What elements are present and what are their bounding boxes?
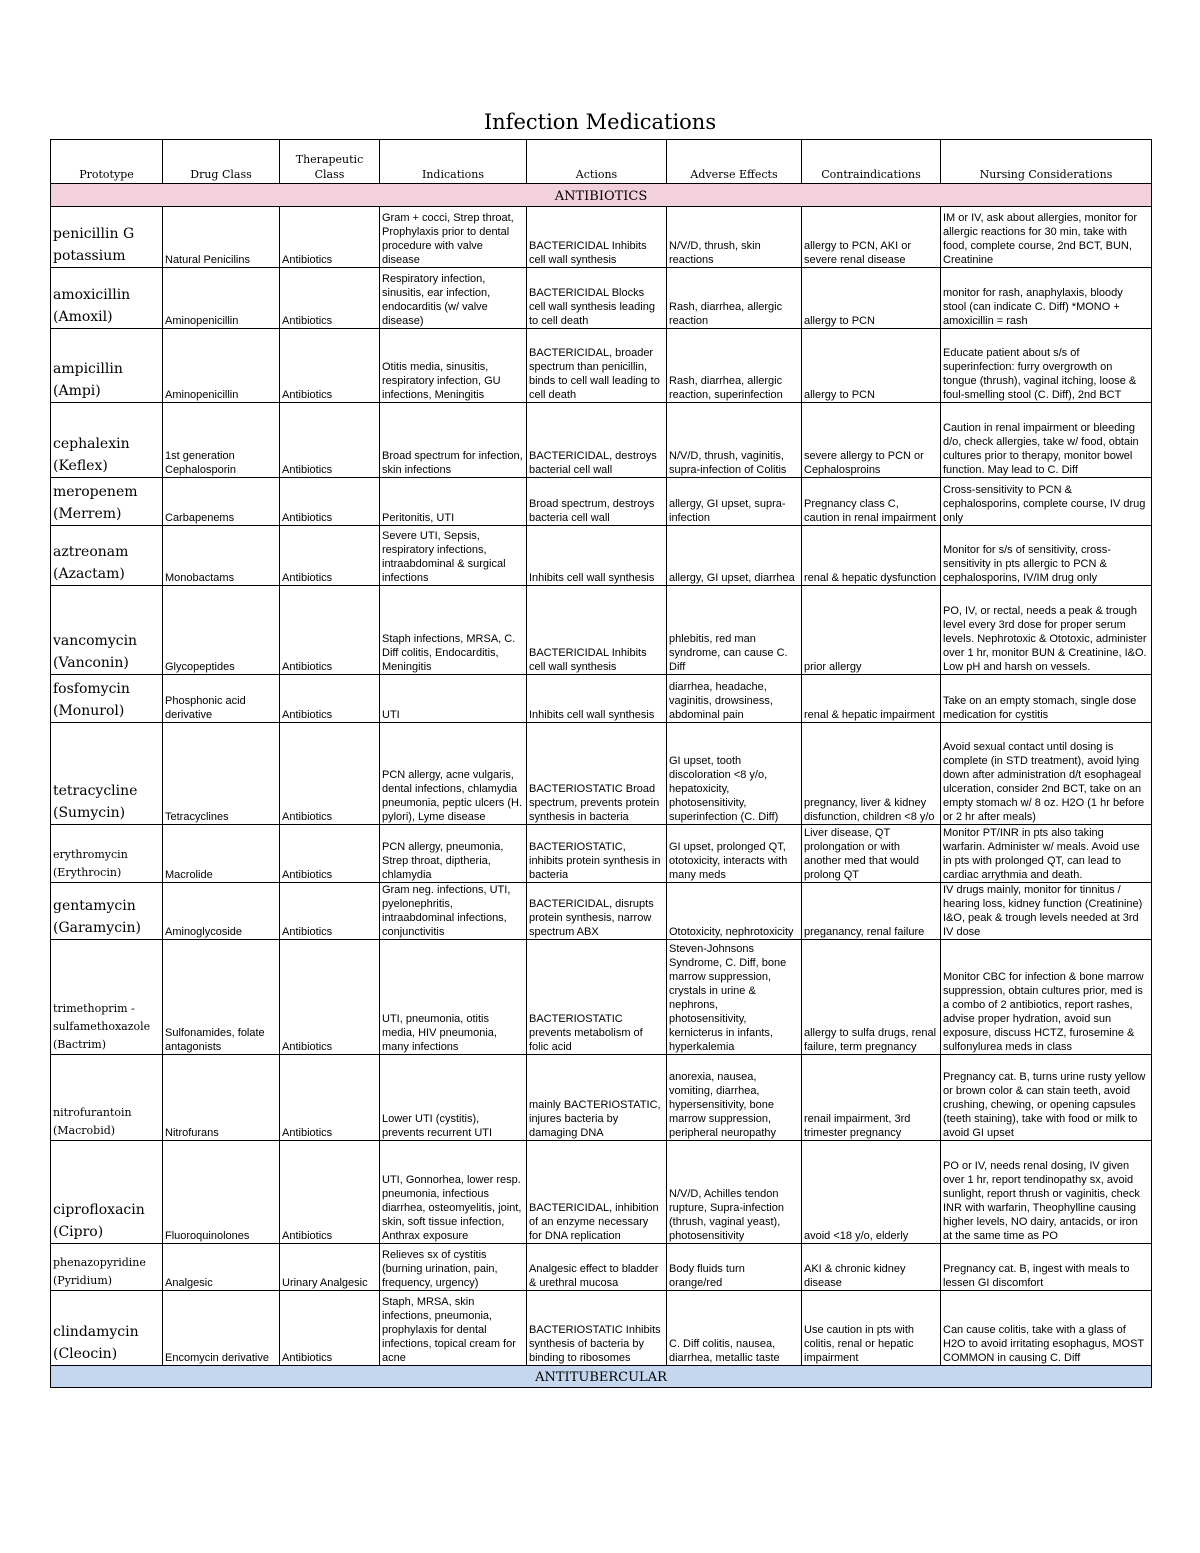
cell-therapeutic-class: Antibiotics (280, 329, 380, 403)
table-row (51, 940, 1152, 1055)
cell-prototype: clindamycin (Cleocin) (51, 1291, 163, 1366)
cell-prototype: aztreonam (Azactam) (51, 526, 163, 586)
cell-actions: BACTERIOSTATIC Broad spectrum, prevents protein synthesis in bacteria (527, 723, 667, 825)
cell-prototype: gentamycin (Garamycin) (51, 883, 163, 940)
cell-nursing-considerations: Caution in renal impairment or bleeding d/o, check allergies, take w/ food, obtain cultures prior to therapy, monitor bowel function. May lead to C. Diff (941, 403, 1152, 478)
cell-nursing-considerations: Cross-sensitivity to PCN & cephalosporins, complete course, IV drug only (941, 478, 1152, 526)
cell-indications: Peritonitis, UTI (380, 478, 527, 526)
header-indications: Indications (380, 140, 527, 184)
cell-therapeutic-class: Antibiotics (280, 940, 380, 1055)
table-row (51, 1244, 1152, 1291)
cell-contraindications: allergy to PCN (802, 268, 941, 329)
cell-therapeutic-class: Urinary Analgesic (280, 1244, 380, 1291)
cell-adverse-effects: N/V/D, thrush, vaginitis, supra-infection of Colitis (667, 403, 802, 478)
cell-indications: Otitis media, sinusitis, respiratory infection, GU infections, Meningitis (380, 329, 527, 403)
cell-indications: Staph infections, MRSA, C. Diff colitis, Endocarditis, Meningitis (380, 586, 527, 675)
cell-contraindications: avoid <18 y/o, elderly (802, 1141, 941, 1244)
cell-nursing-considerations: Monitor PT/INR in pts also taking warfarin. Administer w/ meals. Avoid use in pts with prolonged QT, can lead to cardiac arrythmia and death. (941, 825, 1152, 883)
cell-adverse-effects: GI upset, tooth discoloration <8 y/o, hepatoxicity, photosensitivity, superinfection (C. Diff) (667, 723, 802, 825)
section-row-antitubercular (51, 1366, 1152, 1388)
cell-drug-class: Analgesic (163, 1244, 280, 1291)
cell-drug-class: Nitrofurans (163, 1055, 280, 1141)
cell-nursing-considerations: IV drugs mainly, monitor for tinnitus / hearing loss, kidney function (Creatinine) I&O, peak & trough levels needed at 3rd IV dose (941, 883, 1152, 940)
cell-drug-class: Sulfonamides, folate antagonists (163, 940, 280, 1055)
cell-therapeutic-class: Antibiotics (280, 586, 380, 675)
header-therapeutic-class-text: Therapeutic Class (295, 153, 364, 181)
cell-contraindications: renail impairment, 3rd trimester pregnancy (802, 1055, 941, 1141)
header-actions: Actions (527, 140, 667, 184)
cell-contraindications: Pregnancy class C, caution in renal impairment (802, 478, 941, 526)
cell-nursing-considerations: Pregnancy cat. B, ingest with meals to lessen GI discomfort (941, 1244, 1152, 1291)
header-row (51, 140, 1152, 184)
cell-contraindications: renal & hepatic impairment (802, 675, 941, 723)
cell-actions: BACTERICIDAL Inhibits cell wall synthesis (527, 207, 667, 268)
cell-prototype: trimethoprim - sulfamethoxazole (Bactrim) (51, 940, 163, 1055)
cell-prototype: penicillin G potassium (51, 207, 163, 268)
cell-actions: BACTERICIDAL, broader spectrum than penicillin, binds to cell wall leading to cell death (527, 329, 667, 403)
cell-drug-class: Macrolide (163, 825, 280, 883)
cell-contraindications: AKI & chronic kidney disease (802, 1244, 941, 1291)
header-drug-class: Drug Class (163, 140, 280, 184)
document-title: Infection Medications (483, 110, 717, 134)
section-label-antibiotics: ANTIBIOTICS (51, 184, 1152, 207)
cell-drug-class: Aminoglycoside (163, 883, 280, 940)
cell-indications: PCN allergy, acne vulgaris, dental infections, chlamydia pneumonia, peptic ulcers (H. pylori), Lyme disease (380, 723, 527, 825)
cell-indications: Respiratory infection, sinusitis, ear infection, endocarditis (w/ valve disease) (380, 268, 527, 329)
cell-indications: Severe UTI, Sepsis, respiratory infections, intraabdominal & surgical infections (380, 526, 527, 586)
cell-adverse-effects: Ototoxicity, nephrotoxicity (667, 883, 802, 940)
cell-therapeutic-class: Antibiotics (280, 478, 380, 526)
table-body (51, 184, 1152, 1388)
cell-nursing-considerations: Educate patient about s/s of superinfection: furry overgrowth on tongue (thrush), vaginal itching, loose & foul-smelling stool (C. Diff), 2nd BCT (941, 329, 1152, 403)
cell-adverse-effects: GI upset, prolonged QT, ototoxicity, interacts with many meds (667, 825, 802, 883)
cell-adverse-effects: anorexia, nausea, vomiting, diarrhea, hypersensitivity, bone marrow suppression, peripheral neuropathy (667, 1055, 802, 1141)
header-prototype: Prototype (51, 140, 163, 184)
cell-actions: Inhibits cell wall synthesis (527, 526, 667, 586)
cell-therapeutic-class: Antibiotics (280, 526, 380, 586)
cell-adverse-effects: allergy, GI upset, diarrhea (667, 526, 802, 586)
cell-prototype: amoxicillin (Amoxil) (51, 268, 163, 329)
header-adverse-effects: Adverse Effects (667, 140, 802, 184)
cell-drug-class: Encomycin derivative (163, 1291, 280, 1366)
cell-contraindications: allergy to sulfa drugs, renal failure, term pregnancy (802, 940, 941, 1055)
cell-adverse-effects: Rash, diarrhea, allergic reaction, superinfection (667, 329, 802, 403)
table-row (51, 207, 1152, 268)
cell-adverse-effects: Steven-Johnsons Syndrome, C. Diff, bone marrow suppression, crystals in urine & nephrons, photosensitivity, kernicterus in infants, hyperkalemia (667, 940, 802, 1055)
cell-therapeutic-class: Antibiotics (280, 1141, 380, 1244)
section-label-antitubercular: ANTITUBERCULAR (51, 1366, 1152, 1388)
cell-drug-class: Phosphonic acid derivative (163, 675, 280, 723)
cell-indications: Gram + cocci, Strep throat, Prophylaxis prior to dental procedure with valve disease (380, 207, 527, 268)
cell-contraindications: allergy to PCN (802, 329, 941, 403)
cell-nursing-considerations: PO or IV, needs renal dosing, IV given over 1 hr, report tendinopathy sx, avoid sunlight, report thrush or vaginitis, check INR with warfarin, Theophylline causing higher levels, NO dairy, antacids, or iron at the same time as PO (941, 1141, 1152, 1244)
cell-prototype: vancomycin (Vanconin) (51, 586, 163, 675)
cell-therapeutic-class: Antibiotics (280, 403, 380, 478)
cell-drug-class: Monobactams (163, 526, 280, 586)
cell-actions: BACTERICIDAL, disrupts protein synthesis, narrow spectrum ABX (527, 883, 667, 940)
cell-nursing-considerations: Take on an empty stomach, single dose medication for cystitis (941, 675, 1152, 723)
table-row (51, 526, 1152, 586)
cell-actions: BACTERICIDAL, destroys bacterial cell wall (527, 403, 667, 478)
cell-nursing-considerations: Can cause colitis, take with a glass of H2O to avoid irritating esophagus, MOST COMMON in causing C. Diff (941, 1291, 1152, 1366)
cell-drug-class: Aminopenicillin (163, 329, 280, 403)
cell-actions: mainly BACTERIOSTATIC, injures bacteria by damaging DNA (527, 1055, 667, 1141)
cell-drug-class: Carbapenems (163, 478, 280, 526)
cell-indications: UTI, pneumonia, otitis media, HIV pneumonia, many infections (380, 940, 527, 1055)
cell-prototype: erythromycin (Erythrocin) (51, 825, 163, 883)
table-row (51, 329, 1152, 403)
cell-adverse-effects: phlebitis, red man syndrome, can cause C. Diff (667, 586, 802, 675)
cell-contraindications: Liver disease, QT prolongation or with another med that would prolong QT (802, 825, 941, 883)
header-contraindications: Contraindications (802, 140, 941, 184)
header-therapeutic-class (280, 140, 380, 184)
cell-actions: BACTERIOSTATIC Inhibits synthesis of bacteria by binding to ribosomes (527, 1291, 667, 1366)
table-row (51, 586, 1152, 675)
cell-actions: Analgesic effect to bladder & urethral mucosa (527, 1244, 667, 1291)
cell-indications: PCN allergy, pneumonia, Strep throat, diptheria, chlamydia (380, 825, 527, 883)
cell-therapeutic-class: Antibiotics (280, 883, 380, 940)
cell-nursing-considerations: Pregnancy cat. B, turns urine rusty yellow or brown color & can stain teeth, avoid crushing, chewing, or opening capsules (teeth staining), take with food or milk to avoid GI upset (941, 1055, 1152, 1141)
cell-indications: UTI, Gonnorhea, lower resp. pneumonia, infectious diarrhea, osteomyelitis, joint, skin, soft tissue infection, Anthrax exposure (380, 1141, 527, 1244)
cell-actions: BACTERICIDAL Inhibits cell wall synthesis (527, 586, 667, 675)
cell-actions: BACTERIOSTATIC prevents metabolism of folic acid (527, 940, 667, 1055)
table-row (51, 1291, 1152, 1366)
cell-contraindications: preganancy, renal failure (802, 883, 941, 940)
table-row (51, 478, 1152, 526)
cell-therapeutic-class: Antibiotics (280, 207, 380, 268)
cell-adverse-effects: Rash, diarrhea, allergic reaction (667, 268, 802, 329)
cell-prototype: phenazopyridine (Pyridium) (51, 1244, 163, 1291)
cell-actions: BACTERICIDAL Blocks cell wall synthesis leading to cell death (527, 268, 667, 329)
cell-therapeutic-class: Antibiotics (280, 1055, 380, 1141)
cell-prototype: ciprofloxacin (Cipro) (51, 1141, 163, 1244)
table-row (51, 1141, 1152, 1244)
cell-contraindications: severe allergy to PCN or Cephalosproins (802, 403, 941, 478)
cell-indications: UTI (380, 675, 527, 723)
cell-indications: Lower UTI (cystitis), prevents recurrent UTI (380, 1055, 527, 1141)
cell-prototype: meropenem (Merrem) (51, 478, 163, 526)
cell-therapeutic-class: Antibiotics (280, 825, 380, 883)
table-row (51, 1055, 1152, 1141)
cell-nursing-considerations: PO, IV, or rectal, needs a peak & trough level every 3rd dose for proper serum levels. Nephrotoxic & Ototoxic, administer over 1 hr, monitor BUN & Creatinine, I&O. Low pH and harsh on vessels. (941, 586, 1152, 675)
cell-therapeutic-class: Antibiotics (280, 675, 380, 723)
cell-adverse-effects: allergy, GI upset, supra-infection (667, 478, 802, 526)
cell-indications: Relieves sx of cystitis (burning urination, pain, frequency, urgency) (380, 1244, 527, 1291)
cell-nursing-considerations: Monitor CBC for infection & bone marrow suppression, obtain cultures prior, med is a combo of 2 antibiotics, report rashes, advise proper hydration, avoid sun exposure, discuss HCTZ, furosemine & sulfonylurea meds in class (941, 940, 1152, 1055)
cell-contraindications: allergy to PCN, AKI or severe renal disease (802, 207, 941, 268)
cell-indications: Staph, MRSA, skin infections, pneumonia, prophylaxis for dental infections, topical cream for acne (380, 1291, 527, 1366)
cell-drug-class: Aminopenicillin (163, 268, 280, 329)
table-row (51, 675, 1152, 723)
cell-actions: BACTERIOSTATIC, inhibits protein synthesis in bacteria (527, 825, 667, 883)
cell-indications: Broad spectrum for infection, skin infections (380, 403, 527, 478)
cell-prototype: nitrofurantoin (Macrobid) (51, 1055, 163, 1141)
cell-nursing-considerations: Monitor for s/s of sensitivity, cross-sensitivity in pts allergic to PCN & cephalosporins, IV/IM drug only (941, 526, 1152, 586)
cell-contraindications: prior allergy (802, 586, 941, 675)
table-row (51, 825, 1152, 883)
cell-prototype: cephalexin (Keflex) (51, 403, 163, 478)
cell-adverse-effects: C. Diff colitis, nausea, diarrhea, metallic taste (667, 1291, 802, 1366)
cell-therapeutic-class: Antibiotics (280, 1291, 380, 1366)
table-row (51, 403, 1152, 478)
cell-nursing-considerations: IM or IV, ask about allergies, monitor for allergic reactions for 30 min, take with food, complete course, 2nd BCT, BUN, Creatinine (941, 207, 1152, 268)
cell-adverse-effects: N/V/D, thrush, skin reactions (667, 207, 802, 268)
cell-therapeutic-class: Antibiotics (280, 723, 380, 825)
table-row (51, 268, 1152, 329)
cell-actions: Inhibits cell wall synthesis (527, 675, 667, 723)
cell-drug-class: Tetracyclines (163, 723, 280, 825)
cell-adverse-effects: diarrhea, headache, vaginitis, drowsiness, abdominal pain (667, 675, 802, 723)
header-nursing-considerations: Nursing Considerations (941, 140, 1152, 184)
medication-table (50, 139, 1152, 1388)
cell-nursing-considerations: Avoid sexual contact until dosing is complete (in STD treatment), avoid lying down after administration d/t esophageal ulceration, consider 2nd BCT, take on an empty stomach w/ 8 oz. H2O (1 hr before or 2 hr after meals) (941, 723, 1152, 825)
cell-drug-class: Natural Penicilins (163, 207, 280, 268)
section-row-antibiotics (51, 184, 1152, 207)
cell-adverse-effects: Body fluids turn orange/red (667, 1244, 802, 1291)
cell-prototype: fosfomycin (Monurol) (51, 675, 163, 723)
cell-drug-class: Fluoroquinolones (163, 1141, 280, 1244)
cell-actions: BACTERICIDAL, inhibition of an enzyme necessary for DNA replication (527, 1141, 667, 1244)
table-row (51, 883, 1152, 940)
cell-actions: Broad spectrum, destroys bacteria cell wall (527, 478, 667, 526)
cell-adverse-effects: N/V/D, Achilles tendon rupture, Supra-infection (thrush, vaginal yeast), photosensitivity (667, 1141, 802, 1244)
cell-prototype: ampicillin (Ampi) (51, 329, 163, 403)
cell-contraindications: renal & hepatic dysfunction (802, 526, 941, 586)
cell-therapeutic-class: Antibiotics (280, 268, 380, 329)
cell-drug-class: Glycopeptides (163, 586, 280, 675)
cell-nursing-considerations: monitor for rash, anaphylaxis, bloody stool (can indicate C. Diff) *MONO + amoxicillin = rash (941, 268, 1152, 329)
cell-indications: Gram neg. infections, UTI, pyelonephritis, intraabdominal infections, conjunctivitis (380, 883, 527, 940)
cell-contraindications: Use caution in pts with colitis, renal or hepatic impairment (802, 1291, 941, 1366)
cell-drug-class: 1st generation Cephalosporin (163, 403, 280, 478)
table-row (51, 723, 1152, 825)
cell-contraindications: pregnancy, liver & kidney disfunction, children <8 y/o (802, 723, 941, 825)
cell-prototype: tetracycline (Sumycin) (51, 723, 163, 825)
